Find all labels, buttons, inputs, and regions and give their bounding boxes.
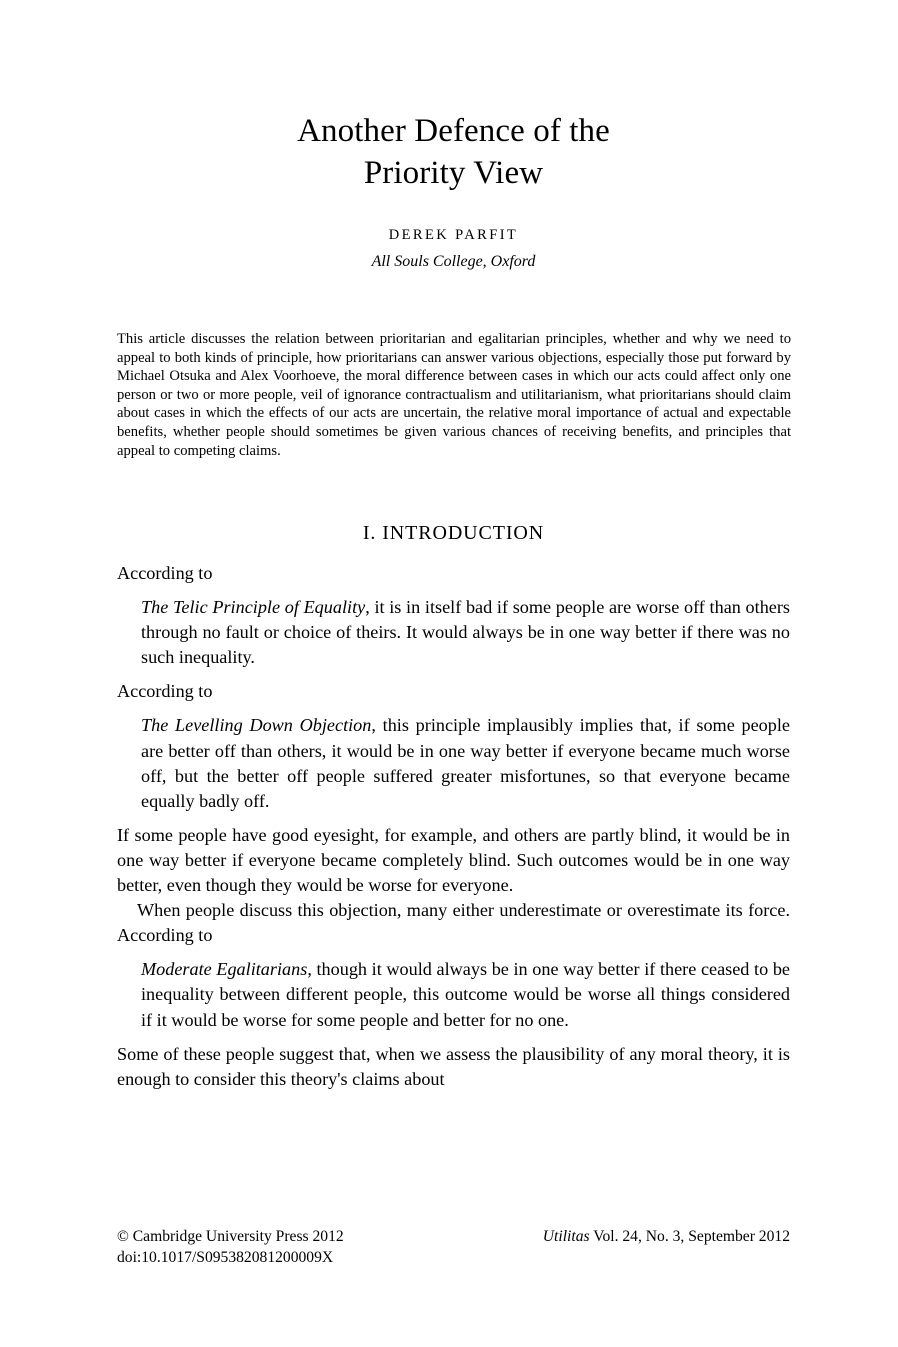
footer-row	[117, 1226, 790, 1268]
blockquote-moderate-egalitarians	[141, 957, 790, 1032]
page-title	[117, 110, 790, 194]
doi-text: doi:10.1017/S095382081200009X	[117, 1249, 334, 1266]
blockquote-levelling-down-objection	[141, 713, 790, 813]
blockquote-text	[141, 595, 790, 670]
principle-body: , though it would always be in one way better if there ceased to be inequality between different people, this outcome would be worse all things considered if it would be worse for some people and better for no one.	[141, 959, 791, 1030]
principle-name: Moderate Egalitarians	[141, 959, 308, 980]
footer-publisher-block	[117, 1226, 344, 1268]
principle-body: , this principle implausibly implies that, if some people are better off than others, it would be in one way better if everyone became much worse off, but the better off people suffered greater misfortunes, so that everyone became equally badly off.	[141, 715, 790, 811]
principle-name: The Telic Principle of Equality	[141, 597, 366, 618]
principle-body: , it is in itself bad if some people are worse off than others through no fault or choice of theirs. It would always be in one way better if there was no such inequality.	[141, 597, 791, 668]
paragraph-plausibility: Some of these people suggest that, when we assess the plausibility of any moral theory, it is enough to consider this theory's claims about	[117, 1043, 790, 1089]
principle-name: The Levelling Down Objection	[141, 715, 372, 736]
page-footer	[117, 1226, 790, 1268]
section-heading-introduction: I. INTRODUCTION	[362, 522, 545, 544]
title-line-2: Priority View	[363, 155, 544, 191]
title-line-1: Another Defence of the	[297, 113, 610, 149]
paragraph-eyesight-example: If some people have good eyesight, for example, and others are partly blind, it would be in one way better if everyone became completely blind. Such outcomes would be in one way better, even though they would be worse for everyone.	[117, 824, 790, 896]
blockquote-text	[141, 957, 790, 1032]
author-affiliation: All Souls College, Oxford	[371, 253, 536, 270]
journal-issue: Vol. 24, No. 3, September 2012	[589, 1228, 790, 1245]
title-block	[117, 110, 790, 271]
article-body	[117, 561, 790, 1092]
paragraph-lead-in-2: According to	[117, 681, 213, 702]
blockquote-text	[141, 713, 790, 813]
copyright-notice: © Cambridge University Press 2012	[117, 1228, 344, 1245]
paragraph-objection-force: When people discuss this objection, many either underestimate or overestimate its force. According to	[117, 900, 790, 946]
blockquote-telic-principle	[141, 595, 790, 670]
author-name: DEREK PARFIT	[388, 227, 519, 243]
footer-issue-block	[543, 1226, 790, 1247]
paragraph-lead-in-1: According to	[117, 563, 213, 583]
journal-name: Utilitas	[542, 1228, 590, 1245]
abstract: This article discusses the relation between prioritarian and egalitarian principles, whether and why we need to appeal to both kinds of principle, how prioritarians can answer various objections, especially those put forward by Michael Otsuka and Alex Voorhoeve, the moral difference between cases in which our acts could affect only one person or two or more people, veil of ignorance contractualism and utilitarianism, what prioritarians should claim about cases in which the effects of our acts are uncertain, the relative moral importance of actual and expectable benefits, whether people should sometimes be given various chances of receiving benefits, and principles that appeal to competing claims.	[117, 331, 791, 459]
